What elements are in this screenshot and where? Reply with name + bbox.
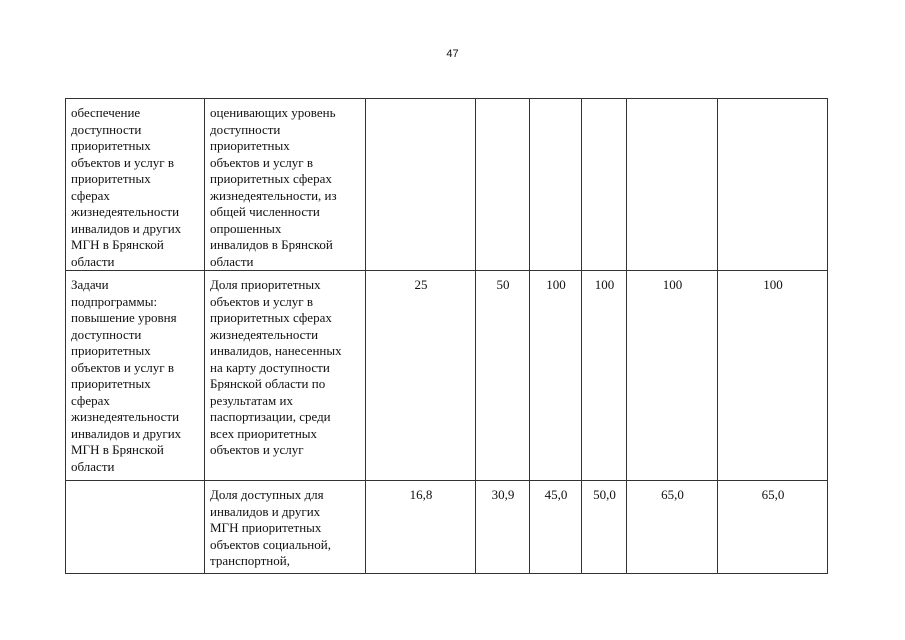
value-cell: 50	[476, 271, 530, 481]
page-number: 47	[446, 48, 459, 60]
indicator-cell: Доля приоритетных объектов и услуг в приоритетных сферах жизнедеятельности инвалидов, нанесенных на карту доступности Брянской области по результатам их паспортизации, среди всех приоритетных объектов и услуг	[205, 271, 366, 481]
value-cell	[366, 99, 476, 271]
indicator-table	[65, 98, 828, 574]
value-cell	[627, 99, 718, 271]
table-row	[66, 99, 828, 271]
indicator-cell: Доля доступных для инвалидов и других МГН приоритетных объектов социальной, транспортной,	[205, 481, 366, 574]
value-cell: 100	[530, 271, 582, 481]
goal-cell: обеспечение доступности приоритетных объектов и услуг в приоритетных сферах жизнедеятельности инвалидов и других МГН в Брянской области	[66, 99, 205, 271]
value-cell: 100	[582, 271, 627, 481]
indicator-cell: оценивающих уровень доступности приоритетных объектов и услуг в приоритетных сферах жизнедеятельности, из общей численности опрошенных инвалидов в Брянской области	[205, 99, 366, 271]
value-cell: 65,0	[718, 481, 828, 574]
goal-cell	[66, 481, 205, 574]
value-cell: 100	[627, 271, 718, 481]
value-cell: 25	[366, 271, 476, 481]
value-cell: 45,0	[530, 481, 582, 574]
value-cell	[718, 99, 828, 271]
value-cell: 65,0	[627, 481, 718, 574]
value-cell	[476, 99, 530, 271]
value-cell	[582, 99, 627, 271]
value-cell: 100	[718, 271, 828, 481]
value-cell: 30,9	[476, 481, 530, 574]
value-cell: 16,8	[366, 481, 476, 574]
table-row	[66, 481, 828, 574]
value-cell: 50,0	[582, 481, 627, 574]
value-cell	[530, 99, 582, 271]
table-row	[66, 271, 828, 481]
goal-cell: Задачи подпрограммы: повышение уровня доступности приоритетных объектов и услуг в приоритетных сферах жизнедеятельности инвалидов и других МГН в Брянской области	[66, 271, 205, 481]
